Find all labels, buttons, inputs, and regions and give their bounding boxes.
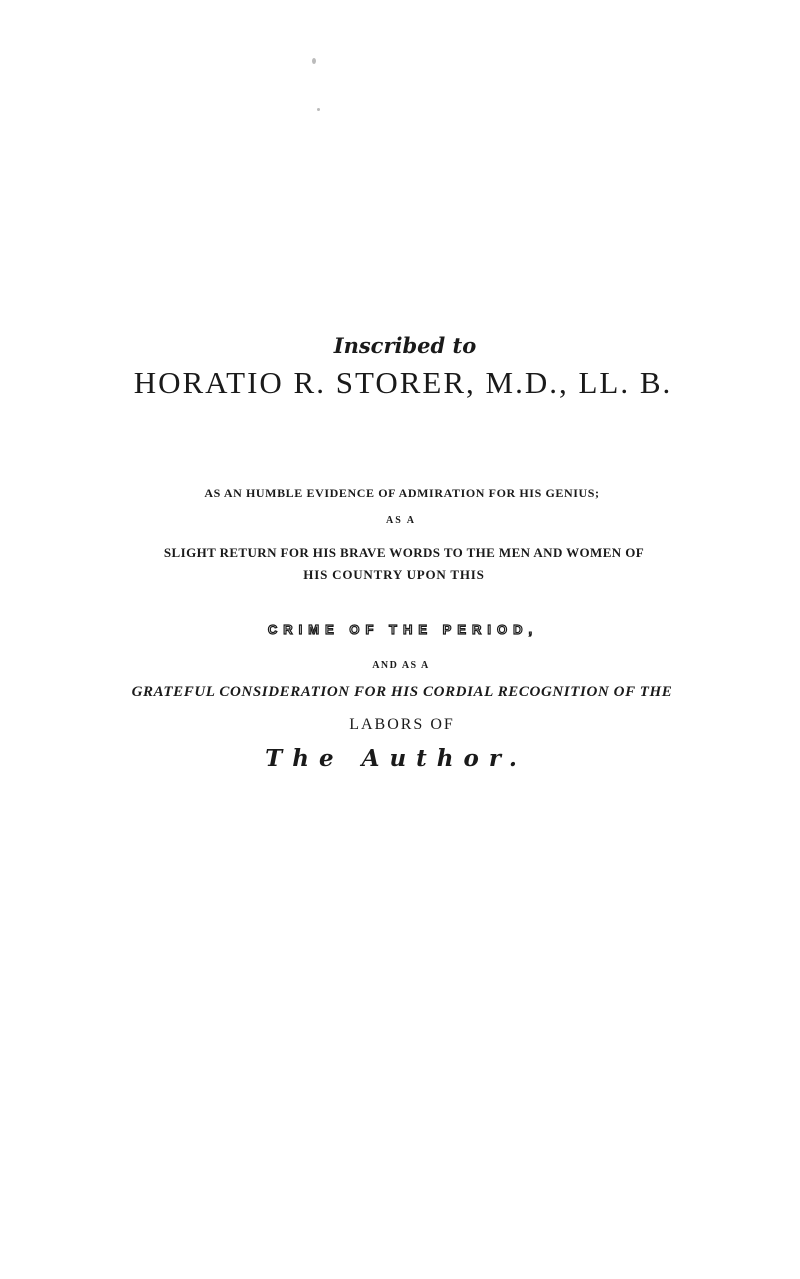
paper-speck [317, 108, 320, 111]
dedication-line-4: HIS COUNTRY UPON THIS [303, 567, 485, 582]
paper-speck [312, 58, 316, 64]
dedication-line-3: SLIGHT RETURN FOR HIS BRAVE WORDS TO THE MEN AND WOMEN OF [163, 545, 645, 560]
dedication-line-1: AS AN HUMBLE EVIDENCE OF ADMIRATION FOR HIS GENIUS; [204, 486, 600, 500]
dedication-line-6: AND AS A [372, 660, 430, 671]
dedication-line-5: CRIME OF THE PERIOD, [267, 622, 539, 637]
dedication-line-8: LABORS OF [349, 716, 455, 733]
dedication-line-2: AS A [386, 515, 416, 526]
inscribed-heading: Inscribed to [333, 333, 477, 358]
dedication-line-7: GRATEFUL CONSIDERATION FOR HIS CORDIAL RECOGNITION OF THE [131, 684, 673, 700]
author-signature: The Author. [265, 745, 527, 772]
dedicatee-name: HORATIO R. STORER, M.D., LL. B. [133, 365, 673, 400]
